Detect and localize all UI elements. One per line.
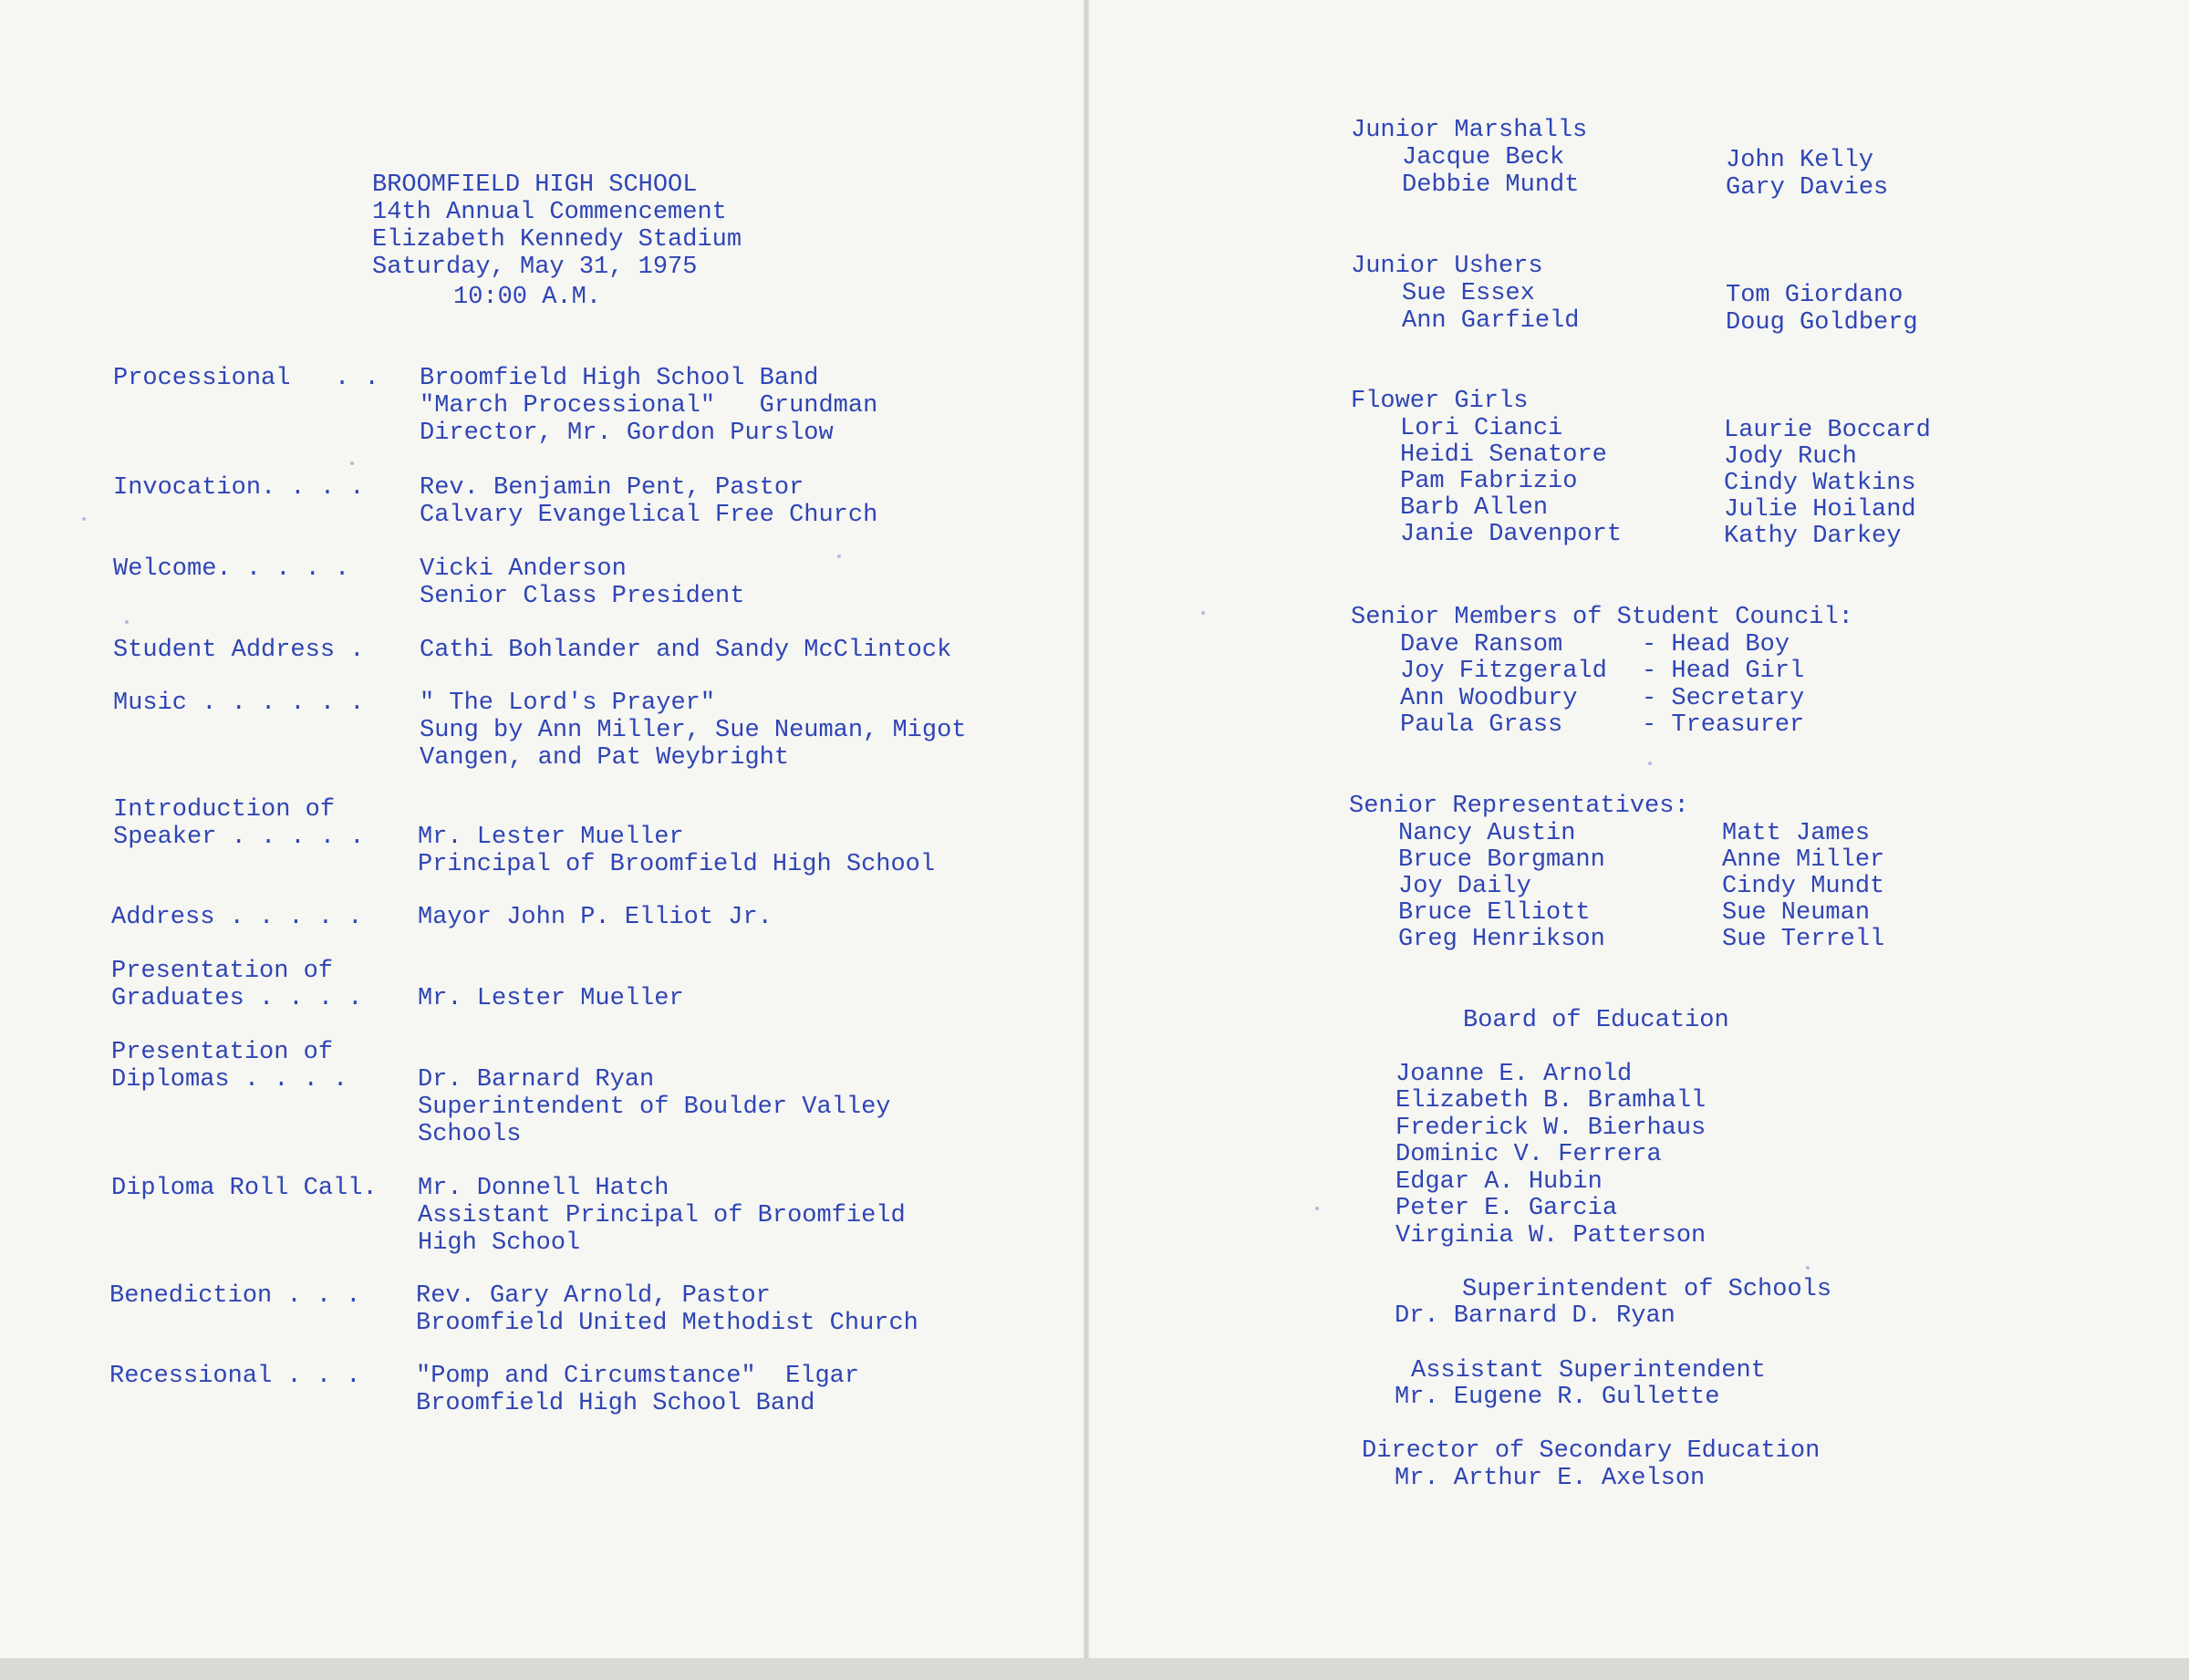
junior-marshalls-title: Junior Marshalls	[1351, 117, 1588, 144]
board-member: Virginia W. Patterson	[1395, 1222, 1707, 1250]
senior-reps-title: Senior Representatives:	[1349, 793, 1689, 820]
program-line: Director, Mr. Gordon Purslow	[420, 420, 834, 447]
name: Anne Miller	[1722, 846, 1885, 874]
program-label-recessional: Recessional . . .	[109, 1363, 361, 1390]
program-line: Cathi Bohlander and Sandy McClintock	[420, 637, 952, 664]
name: Joy Daily	[1398, 873, 1531, 900]
name: Gary Davies	[1726, 174, 1889, 202]
director-title: Director of Secondary Education	[1362, 1437, 1821, 1465]
name: Ann Woodbury	[1400, 685, 1578, 712]
name: Sue Terrell	[1722, 926, 1885, 953]
program-line: Schools	[418, 1121, 522, 1148]
name: Ann Garfield	[1402, 307, 1580, 335]
name: Debbie Mundt	[1402, 171, 1580, 199]
program-label-introduction: Introduction of	[113, 796, 336, 824]
program-line: " The Lord's Prayer"	[420, 690, 716, 717]
program-line: High School	[418, 1229, 581, 1257]
program-label-address: Address . . . . .	[111, 904, 363, 931]
program-label-presentation: Presentation of	[111, 1039, 334, 1066]
program-line: Mr. Lester Mueller	[418, 985, 684, 1012]
name: Jody Ruch	[1724, 443, 1857, 471]
program-line: Sung by Ann Miller, Sue Neuman, Migot	[420, 717, 967, 744]
name: Lori Cianci	[1400, 415, 1563, 442]
name: Jacque Beck	[1402, 144, 1565, 171]
board-member: Dominic V. Ferrera	[1395, 1141, 1662, 1168]
program-label-music: Music . . . . . .	[113, 690, 365, 717]
name: Tom Giordano	[1726, 282, 1904, 309]
name: Kathy Darkey	[1724, 523, 1902, 550]
program-line: Mayor John P. Elliot Jr.	[418, 904, 773, 931]
name: Doug Goldberg	[1726, 309, 1918, 337]
center-fold	[1084, 0, 1089, 1660]
name: Matt James	[1722, 820, 1871, 847]
ink-speck	[82, 517, 86, 521]
program-label-presentation: Presentation of	[111, 958, 334, 985]
name: John Kelly	[1726, 147, 1874, 174]
name: Heidi Senatore	[1400, 441, 1607, 469]
name: Bruce Elliott	[1398, 899, 1591, 927]
name: Paula Grass	[1400, 711, 1563, 739]
ink-speck	[1648, 762, 1652, 765]
board-member: Peter E. Garcia	[1395, 1195, 1618, 1222]
program-label-graduates: Graduates . . . .	[111, 985, 363, 1012]
program-line: Mr. Lester Mueller	[418, 824, 684, 851]
board-member: Edgar A. Hubin	[1395, 1168, 1603, 1196]
name: Cindy Watkins	[1724, 470, 1916, 497]
director-name: Mr. Arthur E. Axelson	[1395, 1465, 1706, 1492]
event-time: 10:00 A.M.	[453, 284, 602, 311]
name: Dave Ransom	[1400, 631, 1563, 659]
program-label-processional: Processional . .	[113, 365, 379, 392]
name: Julie Hoiland	[1724, 496, 1916, 524]
ink-speck	[125, 620, 129, 624]
program-label-invocation: Invocation. . . .	[113, 474, 365, 502]
superintendent-title: Superintendent of Schools	[1462, 1276, 1832, 1303]
program-label-welcome: Welcome. . . . .	[113, 555, 350, 583]
office: - Head Boy	[1642, 631, 1790, 659]
superintendent-name: Dr. Barnard D. Ryan	[1395, 1302, 1675, 1330]
ink-speck	[350, 461, 354, 465]
program-line: Assistant Principal of Broomfield	[418, 1202, 906, 1229]
program-line: "Pomp and Circumstance" Elgar	[416, 1363, 860, 1390]
office: - Head Girl	[1642, 658, 1805, 685]
name: Nancy Austin	[1398, 820, 1576, 847]
assistant-superintendent-name: Mr. Eugene R. Gullette	[1395, 1384, 1720, 1411]
board-member: Frederick W. Bierhaus	[1395, 1115, 1707, 1142]
bottom-edge	[0, 1658, 2189, 1680]
program-line: Calvary Evangelical Free Church	[420, 502, 878, 529]
name: Barb Allen	[1400, 494, 1549, 522]
name: Bruce Borgmann	[1398, 846, 1605, 874]
ink-speck	[1315, 1207, 1319, 1210]
program-line: Dr. Barnard Ryan	[418, 1066, 655, 1094]
board-title: Board of Education	[1463, 1007, 1729, 1034]
assistant-superintendent-title: Assistant Superintendent	[1411, 1357, 1766, 1384]
program-line: Mr. Donnell Hatch	[418, 1175, 669, 1202]
program-line: Rev. Benjamin Pent, Pastor	[420, 474, 804, 502]
program-line: Broomfield High School Band	[420, 365, 819, 392]
program-line: Broomfield High School Band	[416, 1390, 815, 1417]
program-label-roll-call: Diploma Roll Call.	[111, 1175, 378, 1202]
name: Cindy Mundt	[1722, 873, 1885, 900]
venue: Elizabeth Kennedy Stadium	[372, 226, 742, 254]
name: Joy Fitzgerald	[1400, 658, 1607, 685]
program-line: Rev. Gary Arnold, Pastor	[416, 1282, 771, 1310]
program-label-speaker: Speaker . . . . .	[113, 824, 365, 851]
student-council-title: Senior Members of Student Council:	[1351, 604, 1853, 631]
board-member: Elizabeth B. Bramhall	[1395, 1087, 1707, 1115]
program-line: Vangen, and Pat Weybright	[420, 744, 790, 772]
program-line: Vicki Anderson	[420, 555, 627, 583]
office: - Secretary	[1642, 685, 1805, 712]
flower-girls-title: Flower Girls	[1351, 388, 1529, 415]
program-line: Broomfield United Methodist Church	[416, 1310, 918, 1337]
program-label-benediction: Benediction . . .	[109, 1282, 361, 1310]
school-name: BROOMFIELD HIGH SCHOOL	[372, 171, 698, 199]
program-line: Senior Class President	[420, 583, 745, 610]
program-line: Principal of Broomfield High School	[418, 851, 936, 878]
ink-speck	[1806, 1266, 1810, 1270]
ink-speck	[1201, 611, 1205, 615]
junior-ushers-title: Junior Ushers	[1351, 253, 1543, 280]
name: Sue Neuman	[1722, 899, 1871, 927]
program-line: "March Processional" Grundman	[420, 392, 878, 420]
board-member: Joanne E. Arnold	[1395, 1061, 1633, 1088]
office: - Treasurer	[1642, 711, 1805, 739]
ink-speck	[837, 555, 841, 558]
name: Sue Essex	[1402, 280, 1535, 307]
name: Greg Henrikson	[1398, 926, 1605, 953]
program-label-diplomas: Diplomas . . . .	[111, 1066, 348, 1094]
event-title: 14th Annual Commencement	[372, 199, 727, 226]
right-page	[1087, 0, 2189, 1660]
event-date: Saturday, May 31, 1975	[372, 254, 698, 281]
name: Laurie Boccard	[1724, 417, 1931, 444]
program-label-student-address: Student Address .	[113, 637, 365, 664]
name: Janie Davenport	[1400, 521, 1623, 548]
name: Pam Fabrizio	[1400, 468, 1578, 495]
program-line: Superintendent of Boulder Valley	[418, 1094, 891, 1121]
